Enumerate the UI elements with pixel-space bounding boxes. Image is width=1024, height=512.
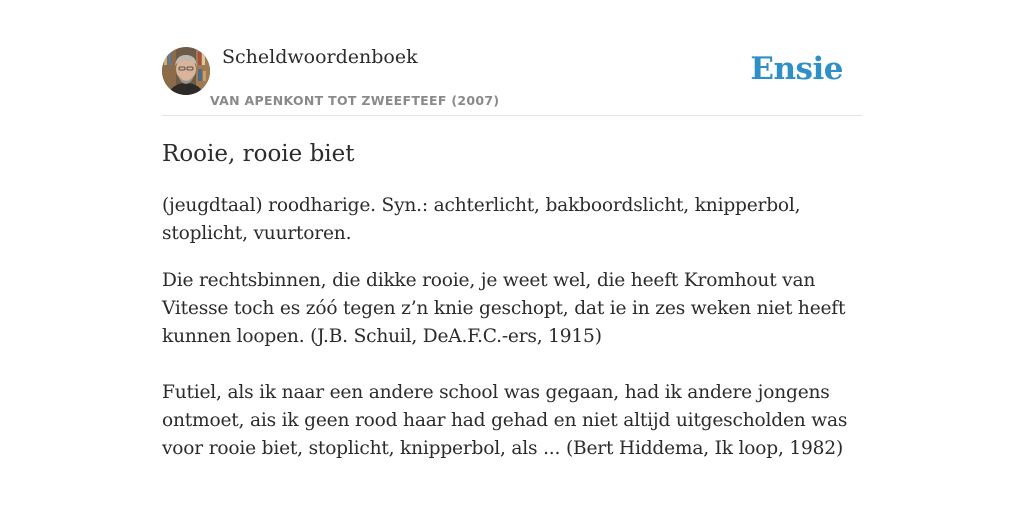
entry-content <box>162 136 862 463</box>
author-avatar[interactable] <box>162 47 210 95</box>
entry-definition: (jeugdtaal) roodharige. Syn.: achterlicht, bakboordslicht, knipperbol, stoplicht, vuurtoren. <box>162 195 801 244</box>
entry-quote: Die rechtsbinnen, die dikke rooie, je weet wel, die heeft Kromhout van Vitesse toch es zóó tegen z’n knie geschopt, dat ie in zes weken niet heeft kunnen loopen. (J.B. Schuil, DeA.F.C.-ers, 1915) <box>162 270 846 347</box>
source-header <box>162 44 862 116</box>
author-name-link[interactable]: Scheldwoordenboek <box>222 46 418 68</box>
book-title: VAN APENKONT TOT ZWEEFTEEF (2007) <box>210 93 500 108</box>
entry-quote: Futiel, als ik naar een andere school was gegaan, had ik andere jongens ontmoet, ais ik geen rood haar had gehad en niet altijd uitgescholden was voor rooie biet, stoplicht, knipperbol, als ... (Bert Hiddema, Ik loop, 1982) <box>162 382 848 459</box>
author-avatar-image <box>162 47 210 95</box>
entry-title: Rooie, rooie biet <box>162 141 355 167</box>
brand-logo[interactable]: Ensie <box>750 51 843 87</box>
